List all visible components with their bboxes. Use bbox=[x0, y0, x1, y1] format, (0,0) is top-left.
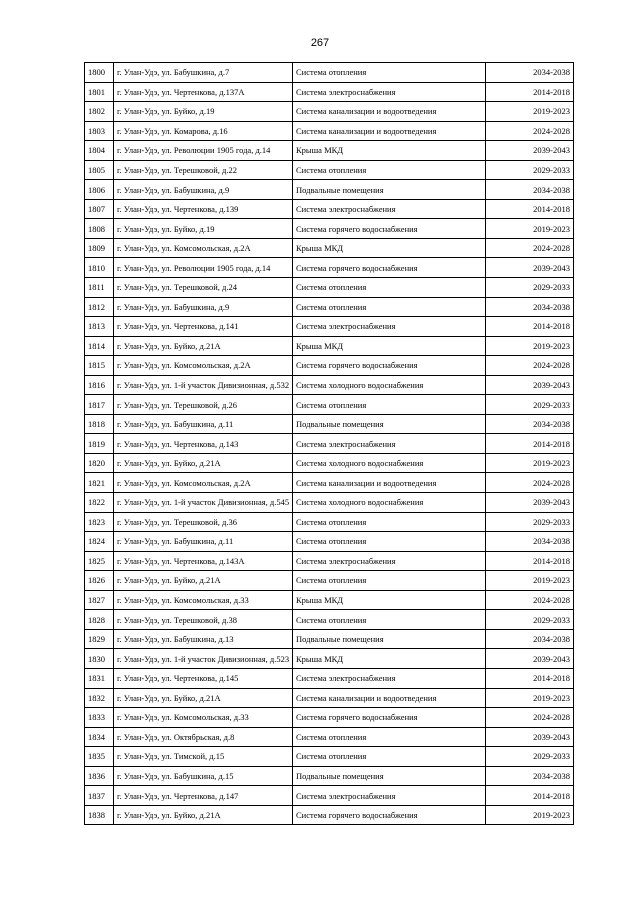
period-cell: 2014-2018 bbox=[486, 434, 574, 454]
system-cell: Система горячего водоснабжения bbox=[293, 356, 486, 376]
period-cell: 2034-2038 bbox=[486, 414, 574, 434]
system-cell: Система отопления bbox=[293, 610, 486, 630]
system-cell: Крыша МКД bbox=[293, 238, 486, 258]
table-row bbox=[85, 493, 574, 513]
period-cell: 2029-2033 bbox=[486, 747, 574, 767]
system-cell: Система отопления bbox=[293, 571, 486, 591]
period-cell: 2039-2043 bbox=[486, 141, 574, 161]
row-number: 1800 bbox=[85, 63, 114, 83]
system-cell: Система отопления bbox=[293, 532, 486, 552]
address-cell: г. Улан-Удэ, ул. Чертенкова, д.139 bbox=[114, 199, 293, 219]
system-cell: Система отопления bbox=[293, 297, 486, 317]
system-cell: Система электроснабжения bbox=[293, 786, 486, 806]
system-cell: Система отопления bbox=[293, 160, 486, 180]
system-cell: Система канализации и водоотведения bbox=[293, 102, 486, 122]
table-row bbox=[85, 317, 574, 337]
row-number: 1823 bbox=[85, 512, 114, 532]
system-cell: Система горячего водоснабжения bbox=[293, 219, 486, 239]
period-cell: 2024-2028 bbox=[486, 121, 574, 141]
address-cell: г. Улан-Удэ, ул. Бабушкина, д.13 bbox=[114, 629, 293, 649]
period-cell: 2014-2018 bbox=[486, 551, 574, 571]
row-number: 1832 bbox=[85, 688, 114, 708]
table-body bbox=[85, 63, 574, 825]
system-cell: Система отопления bbox=[293, 395, 486, 415]
address-cell: г. Улан-Удэ, ул. Бабушкина, д.11 bbox=[114, 532, 293, 552]
address-cell: г. Улан-Удэ, ул. Октябрьская, д.8 bbox=[114, 727, 293, 747]
table-row bbox=[85, 571, 574, 591]
row-number: 1836 bbox=[85, 766, 114, 786]
system-cell: Система электроснабжения bbox=[293, 551, 486, 571]
row-number: 1818 bbox=[85, 414, 114, 434]
system-cell: Крыша МКД bbox=[293, 590, 486, 610]
table-row bbox=[85, 551, 574, 571]
address-cell: г. Улан-Удэ, ул. Буйко, д.21А bbox=[114, 336, 293, 356]
address-cell: г. Улан-Удэ, ул. Комсомольская, д.2А bbox=[114, 356, 293, 376]
period-cell: 2019-2023 bbox=[486, 805, 574, 825]
address-cell: г. Улан-Удэ, ул. Чертенкова, д.141 bbox=[114, 317, 293, 337]
table-row bbox=[85, 747, 574, 767]
row-number: 1825 bbox=[85, 551, 114, 571]
address-cell: г. Улан-Удэ, ул. Терешковой, д.24 bbox=[114, 278, 293, 298]
system-cell: Система электроснабжения bbox=[293, 82, 486, 102]
row-number: 1837 bbox=[85, 786, 114, 806]
address-cell: г. Улан-Удэ, ул. 1-й участок Дивизионная, д.532 bbox=[114, 375, 293, 395]
row-number: 1822 bbox=[85, 493, 114, 513]
table-row bbox=[85, 219, 574, 239]
period-cell: 2039-2043 bbox=[486, 375, 574, 395]
system-cell: Система отопления bbox=[293, 63, 486, 83]
system-cell: Подвальные помещения bbox=[293, 414, 486, 434]
address-cell: г. Улан-Удэ, ул. Комарова, д.16 bbox=[114, 121, 293, 141]
period-cell: 2019-2023 bbox=[486, 219, 574, 239]
table-row bbox=[85, 121, 574, 141]
period-cell: 2034-2038 bbox=[486, 63, 574, 83]
row-number: 1811 bbox=[85, 278, 114, 298]
address-cell: г. Улан-Удэ, ул. 1-й участок Дивизионная, д.523 bbox=[114, 649, 293, 669]
period-cell: 2029-2033 bbox=[486, 512, 574, 532]
address-cell: г. Улан-Удэ, ул. Чертенкова, д.145 bbox=[114, 668, 293, 688]
row-number: 1807 bbox=[85, 199, 114, 219]
system-cell: Система холодного водоснабжения bbox=[293, 493, 486, 513]
row-number: 1828 bbox=[85, 610, 114, 630]
system-cell: Система холодного водоснабжения bbox=[293, 375, 486, 395]
table-row bbox=[85, 141, 574, 161]
table-row bbox=[85, 453, 574, 473]
system-cell: Система холодного водоснабжения bbox=[293, 453, 486, 473]
table-row bbox=[85, 199, 574, 219]
system-cell: Система электроснабжения bbox=[293, 199, 486, 219]
row-number: 1819 bbox=[85, 434, 114, 454]
address-cell: г. Улан-Удэ, ул. Революции 1905 года, д.14 bbox=[114, 141, 293, 161]
address-cell: г. Улан-Удэ, ул. 1-й участок Дивизионная, д.545 bbox=[114, 493, 293, 513]
table-row bbox=[85, 434, 574, 454]
period-cell: 2029-2033 bbox=[486, 278, 574, 298]
period-cell: 2014-2018 bbox=[486, 82, 574, 102]
table-row bbox=[85, 649, 574, 669]
period-cell: 2019-2023 bbox=[486, 336, 574, 356]
row-number: 1833 bbox=[85, 708, 114, 728]
table-row bbox=[85, 727, 574, 747]
row-number: 1821 bbox=[85, 473, 114, 493]
system-cell: Система отопления bbox=[293, 278, 486, 298]
period-cell: 2024-2028 bbox=[486, 238, 574, 258]
address-cell: г. Улан-Удэ, ул. Тимской, д.15 bbox=[114, 747, 293, 767]
address-cell: г. Улан-Удэ, ул. Бабушкина, д.11 bbox=[114, 414, 293, 434]
table-row bbox=[85, 375, 574, 395]
row-number: 1801 bbox=[85, 82, 114, 102]
period-cell: 2024-2028 bbox=[486, 708, 574, 728]
address-cell: г. Улан-Удэ, ул. Терешковой, д.38 bbox=[114, 610, 293, 630]
row-number: 1803 bbox=[85, 121, 114, 141]
row-number: 1813 bbox=[85, 317, 114, 337]
period-cell: 2019-2023 bbox=[486, 571, 574, 591]
period-cell: 2019-2023 bbox=[486, 453, 574, 473]
address-cell: г. Улан-Удэ, ул. Буйко, д.19 bbox=[114, 219, 293, 239]
table-row bbox=[85, 258, 574, 278]
period-cell: 2034-2038 bbox=[486, 629, 574, 649]
table-row bbox=[85, 512, 574, 532]
table-row bbox=[85, 297, 574, 317]
page-number: 267 bbox=[310, 37, 330, 49]
address-cell: г. Улан-Удэ, ул. Буйко, д.21А bbox=[114, 453, 293, 473]
period-cell: 2039-2043 bbox=[486, 727, 574, 747]
address-cell: г. Улан-Удэ, ул. Буйко, д.19 bbox=[114, 102, 293, 122]
row-number: 1824 bbox=[85, 532, 114, 552]
repair-schedule-table bbox=[84, 62, 574, 825]
system-cell: Система отопления bbox=[293, 747, 486, 767]
table-row bbox=[85, 708, 574, 728]
row-number: 1810 bbox=[85, 258, 114, 278]
address-cell: г. Улан-Удэ, ул. Комсомольская, д.2А bbox=[114, 238, 293, 258]
address-cell: г. Улан-Удэ, ул. Революции 1905 года, д.14 bbox=[114, 258, 293, 278]
system-cell: Система канализации и водоотведения bbox=[293, 121, 486, 141]
row-number: 1806 bbox=[85, 180, 114, 200]
table-row bbox=[85, 688, 574, 708]
table-row bbox=[85, 356, 574, 376]
row-number: 1808 bbox=[85, 219, 114, 239]
table-row bbox=[85, 414, 574, 434]
period-cell: 2034-2038 bbox=[486, 297, 574, 317]
address-cell: г. Улан-Удэ, ул. Чертенкова, д.147 bbox=[114, 786, 293, 806]
address-cell: г. Улан-Удэ, ул. Терешковой, д.36 bbox=[114, 512, 293, 532]
table-row bbox=[85, 395, 574, 415]
period-cell: 2014-2018 bbox=[486, 668, 574, 688]
address-cell: г. Улан-Удэ, ул. Комсомольская, д.2А bbox=[114, 473, 293, 493]
table-row bbox=[85, 590, 574, 610]
table-row bbox=[85, 160, 574, 180]
period-cell: 2029-2033 bbox=[486, 610, 574, 630]
address-cell: г. Улан-Удэ, ул. Терешковой, д.22 bbox=[114, 160, 293, 180]
table-row bbox=[85, 786, 574, 806]
period-cell: 2014-2018 bbox=[486, 786, 574, 806]
address-cell: г. Улан-Удэ, ул. Бабушкина, д.15 bbox=[114, 766, 293, 786]
table-row bbox=[85, 629, 574, 649]
period-cell: 2024-2028 bbox=[486, 356, 574, 376]
row-number: 1816 bbox=[85, 375, 114, 395]
table-row bbox=[85, 180, 574, 200]
row-number: 1809 bbox=[85, 238, 114, 258]
row-number: 1820 bbox=[85, 453, 114, 473]
system-cell: Система горячего водоснабжения bbox=[293, 805, 486, 825]
table-row bbox=[85, 82, 574, 102]
address-cell: г. Улан-Удэ, ул. Буйко, д.21А bbox=[114, 688, 293, 708]
table-row bbox=[85, 102, 574, 122]
period-cell: 2014-2018 bbox=[486, 199, 574, 219]
period-cell: 2039-2043 bbox=[486, 258, 574, 278]
system-cell: Система электроснабжения bbox=[293, 668, 486, 688]
period-cell: 2024-2028 bbox=[486, 473, 574, 493]
system-cell: Система электроснабжения bbox=[293, 317, 486, 337]
address-cell: г. Улан-Удэ, ул. Бабушкина, д.9 bbox=[114, 297, 293, 317]
system-cell: Крыша МКД bbox=[293, 336, 486, 356]
system-cell: Подвальные помещения bbox=[293, 766, 486, 786]
period-cell: 2039-2043 bbox=[486, 493, 574, 513]
system-cell: Система канализации и водоотведения bbox=[293, 688, 486, 708]
table-row bbox=[85, 238, 574, 258]
system-cell: Система горячего водоснабжения bbox=[293, 258, 486, 278]
address-cell: г. Улан-Удэ, ул. Буйко, д.21А bbox=[114, 571, 293, 591]
period-cell: 2014-2018 bbox=[486, 317, 574, 337]
row-number: 1830 bbox=[85, 649, 114, 669]
row-number: 1802 bbox=[85, 102, 114, 122]
row-number: 1829 bbox=[85, 629, 114, 649]
system-cell: Система электроснабжения bbox=[293, 434, 486, 454]
table-row bbox=[85, 63, 574, 83]
period-cell: 2029-2033 bbox=[486, 160, 574, 180]
period-cell: 2039-2043 bbox=[486, 649, 574, 669]
address-cell: г. Улан-Удэ, ул. Чертенкова, д.143 bbox=[114, 434, 293, 454]
period-cell: 2019-2023 bbox=[486, 102, 574, 122]
row-number: 1831 bbox=[85, 668, 114, 688]
address-cell: г. Улан-Удэ, ул. Бабушкина, д.7 bbox=[114, 63, 293, 83]
row-number: 1814 bbox=[85, 336, 114, 356]
period-cell: 2034-2038 bbox=[486, 766, 574, 786]
table-row bbox=[85, 278, 574, 298]
address-cell: г. Улан-Удэ, ул. Чертенкова, д.143А bbox=[114, 551, 293, 571]
address-cell: г. Улан-Удэ, ул. Буйко, д.21А bbox=[114, 805, 293, 825]
row-number: 1835 bbox=[85, 747, 114, 767]
period-cell: 2019-2023 bbox=[486, 688, 574, 708]
row-number: 1804 bbox=[85, 141, 114, 161]
row-number: 1838 bbox=[85, 805, 114, 825]
address-cell: г. Улан-Удэ, ул. Бабушкина, д.9 bbox=[114, 180, 293, 200]
row-number: 1805 bbox=[85, 160, 114, 180]
table-row bbox=[85, 532, 574, 552]
address-cell: г. Улан-Удэ, ул. Комсомольская, д.33 bbox=[114, 590, 293, 610]
system-cell: Подвальные помещения bbox=[293, 180, 486, 200]
row-number: 1826 bbox=[85, 571, 114, 591]
system-cell: Система горячего водоснабжения bbox=[293, 708, 486, 728]
period-cell: 2029-2033 bbox=[486, 395, 574, 415]
table-row bbox=[85, 766, 574, 786]
row-number: 1815 bbox=[85, 356, 114, 376]
table-row bbox=[85, 805, 574, 825]
address-cell: г. Улан-Удэ, ул. Комсомольская, д.33 bbox=[114, 708, 293, 728]
period-cell: 2034-2038 bbox=[486, 180, 574, 200]
address-cell: г. Улан-Удэ, ул. Терешковой, д.26 bbox=[114, 395, 293, 415]
table-row bbox=[85, 473, 574, 493]
row-number: 1827 bbox=[85, 590, 114, 610]
system-cell: Система отопления bbox=[293, 727, 486, 747]
system-cell: Система отопления bbox=[293, 512, 486, 532]
row-number: 1812 bbox=[85, 297, 114, 317]
system-cell: Подвальные помещения bbox=[293, 629, 486, 649]
system-cell: Система канализации и водоотведения bbox=[293, 473, 486, 493]
system-cell: Крыша МКД bbox=[293, 649, 486, 669]
table-row bbox=[85, 668, 574, 688]
system-cell: Крыша МКД bbox=[293, 141, 486, 161]
address-cell: г. Улан-Удэ, ул. Чертенкова, д.137А bbox=[114, 82, 293, 102]
row-number: 1817 bbox=[85, 395, 114, 415]
period-cell: 2024-2028 bbox=[486, 590, 574, 610]
table-row bbox=[85, 610, 574, 630]
table-row bbox=[85, 336, 574, 356]
period-cell: 2034-2038 bbox=[486, 532, 574, 552]
row-number: 1834 bbox=[85, 727, 114, 747]
